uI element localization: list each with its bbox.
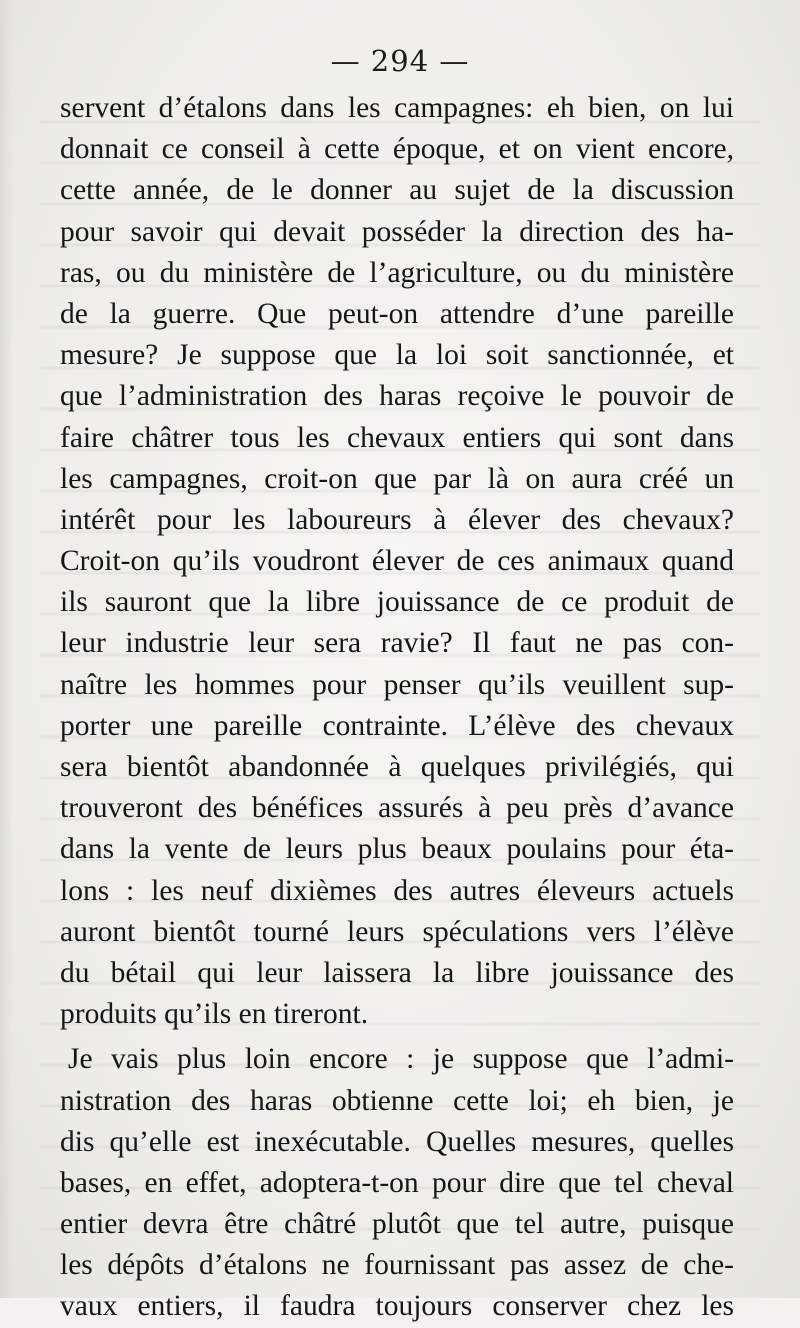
text-line: leur industrie leur sera ravie? Il faut ne pas con-	[60, 627, 734, 660]
text-line: dis qu’elle est inexécutable. Quelles mesures, quelles	[60, 1125, 734, 1158]
text-line: cette année, de le donner au sujet de la discussion	[60, 174, 734, 207]
text-line: ils sauront que la libre jouissance de ce produit de	[60, 586, 734, 619]
text-line: mesure? Je suppose que la loi soit sanctionnée, et	[60, 339, 734, 372]
text-line: faire châtrer tous les chevaux entiers qui sont dans	[60, 421, 734, 454]
text-line: pour savoir qui devait posséder la direction des ha-	[60, 215, 734, 248]
paragraph-start-line: Je vais plus loin encore : je suppose que l’admi-	[68, 1043, 734, 1076]
page-edge-shadow	[0, 0, 14, 1298]
text-line: intérêt pour les laboureurs à élever des chevaux?	[60, 503, 734, 536]
text-line: trouveront des bénéfices assurés à peu près d’avance	[60, 792, 734, 825]
text-line: les campagnes, croit-on que par là on aura créé un	[60, 462, 734, 495]
text-line: entier devra être châtré plutôt que tel autre, puisque	[60, 1208, 734, 1241]
text-line: Croit-on qu’ils voudront élever de ces animaux quand	[60, 545, 734, 578]
text-line: nistration des haras obtienne cette loi; eh bien, je	[60, 1084, 734, 1117]
text-line: dans la vente de leurs plus beaux poulains pour éta-	[60, 833, 734, 866]
body-text	[60, 88, 734, 1328]
text-line: naître les hommes pour penser qu’ils veuillent sup-	[60, 668, 734, 701]
text-line: les dépôts d’étalons ne fournissant pas assez de che-	[60, 1249, 734, 1282]
text-line: vaux entiers, il faudra toujours conserver chez les	[60, 1290, 734, 1323]
text-line: de la guerre. Que peut-on attendre d’une pareille	[60, 297, 734, 330]
paragraph-end-line: produits qu’ils en tireront.	[60, 998, 369, 1031]
text-line: sera bientôt abandonnée à quelques privilégiés, qui	[60, 751, 734, 783]
text-line: lons : les neuf dixièmes des autres éleveurs actuels	[60, 874, 734, 907]
text-line: porter une pareille contrainte. L’élève des chevaux	[60, 709, 734, 742]
text-line: du bétail qui leur laissera la libre jouissance des	[60, 956, 734, 989]
text-line: donnait ce conseil à cette époque, et on vient encore,	[60, 133, 734, 166]
text-line: auront bientôt tourné leurs spéculations vers l’élève	[60, 915, 734, 948]
text-line: ras, ou du ministère de l’agriculture, ou du ministère	[60, 256, 734, 289]
text-line: que l’administration des haras reçoive le pouvoir de	[60, 380, 734, 413]
text-line: bases, en effet, adoptera-t-on pour dire que tel cheval	[60, 1166, 734, 1199]
text-line: servent d’étalons dans les campagnes: eh bien, on lui	[60, 92, 734, 124]
page-number: — 294 —	[330, 44, 470, 78]
